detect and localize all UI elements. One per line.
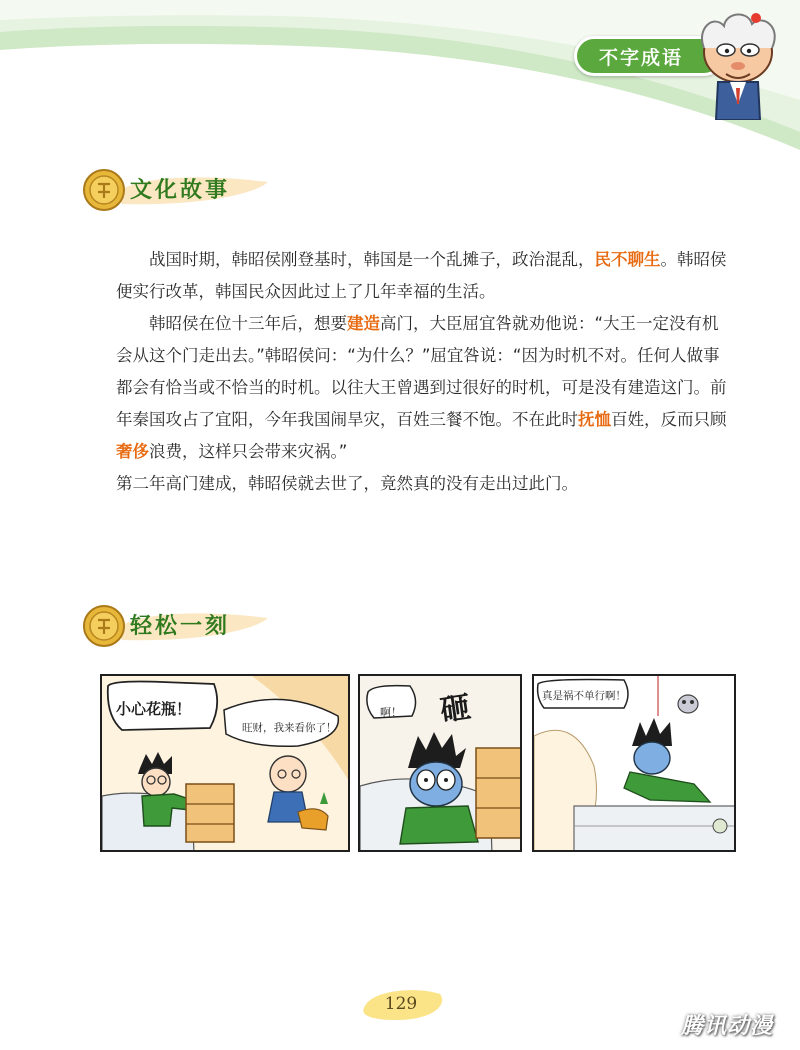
comic-sound-effect: 砸 [438,690,472,729]
comic-panel-3 [532,674,736,852]
watermark-logo: 腾讯动漫 [680,1013,773,1039]
old-man-mascot-icon [690,8,786,120]
comic-speech-bubble: 啊！ [380,706,402,719]
story-paragraph-2 [116,308,728,468]
series-title: 不字成语 [599,46,684,69]
gold-coin-icon [82,604,126,648]
story-paragraph-3: 第二年高门建成，韩昭侯就去世了，竟然真的没有走出过此门。 [116,474,578,493]
comic-shout-bubble: 小心花瓶！ [116,700,192,718]
comic-strip [100,674,736,852]
story-text: 韩昭侯在位十三年后，想要 [149,314,347,333]
comic-speech-bubble: 旺财，我来看你了！ [242,722,337,734]
idiom-highlight: 民不聊生 [594,250,661,269]
header-band [0,0,800,160]
comic-panel-1 [100,674,350,852]
story-text: 浪费，这样只会带来灾祸。” [149,442,348,461]
keyword-highlight: 抚恤 [578,410,611,429]
story-text: 高门，大臣屈宜咎就劝他说：“大王一定没有机会从这个门走出去。”韩昭侯问：“为什么？”屈宜咎说：“因为时机不对。任何人做事都会有恰当或不恰当的时机。以往大王曾遇到过很好的时机，可是没有建造这门。前年秦国攻占了宜阳，今年我国闹旱灾，百姓三餐不饱。不在此时 [116,314,727,429]
section-title-story: 文化故事 [130,178,231,203]
section-title-relax: 轻松一刻 [130,614,231,639]
page-number-text: 129 [384,994,418,1014]
story-text: 百姓，反而只顾 [611,410,727,429]
gold-coin-icon [82,168,126,212]
section-heading-story [82,160,272,214]
comic-panel-2 [358,674,522,852]
story-text: 。韩昭侯便实行改革，韩国民众因此过上了几年幸福的生活。 [116,250,727,301]
keyword-highlight: 奢侈 [116,442,149,461]
story-paragraph-1 [116,244,728,308]
page-number [356,984,446,1024]
comic-speech-bubble: 真是祸不单行啊！ [542,690,626,702]
section-heading-relax [82,596,272,650]
story-text: 战国时期，韩昭侯刚登基时，韩国是一个乱摊子，政治混乱， [149,250,595,269]
story-body [116,244,728,500]
keyword-highlight: 建造 [347,314,380,333]
